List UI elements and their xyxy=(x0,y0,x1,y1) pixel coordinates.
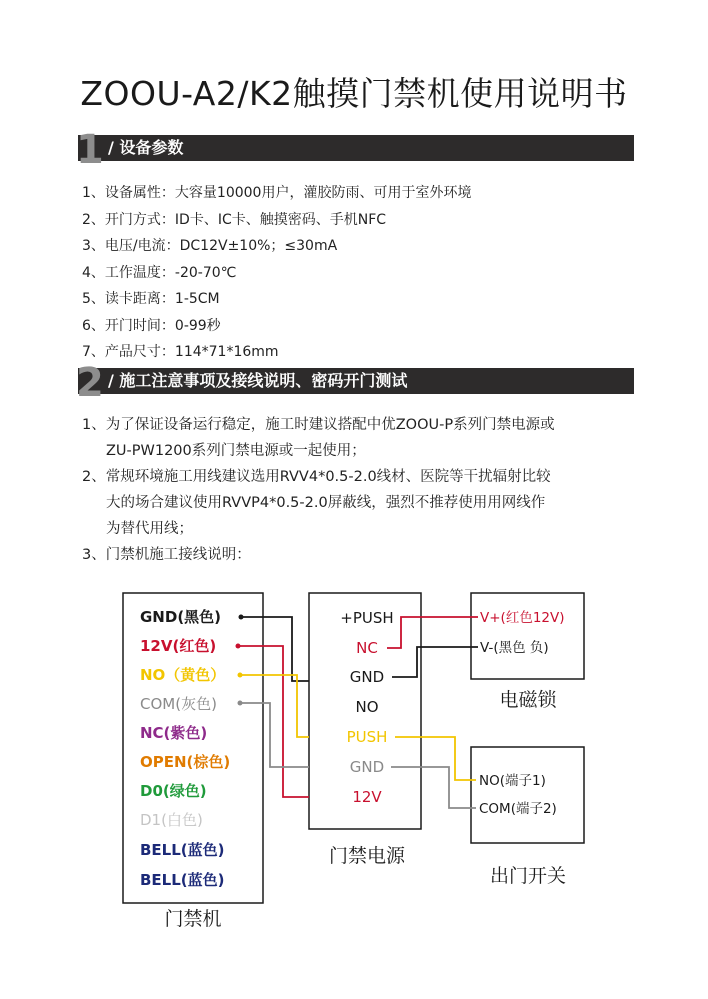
exit-switch-caption: 出门开关 xyxy=(489,865,567,887)
power-terminal-12v: 12V xyxy=(352,788,382,806)
exit-switch-terminal-com: COM(端子2) xyxy=(479,801,557,817)
power-caption: 门禁电源 xyxy=(328,845,406,867)
document-title: ZOOU-A2/K2触摸门禁机使用说明书 xyxy=(80,74,628,113)
controller-terminal-d0: D0(绿色) xyxy=(140,782,207,800)
section-1-number: 1 xyxy=(76,127,104,173)
wire-gray-gnd xyxy=(391,767,476,808)
power-terminal-gnd: GND xyxy=(349,668,385,686)
controller-terminal-bell: BELL(蓝色) xyxy=(140,871,225,889)
power-terminal-push: PUSH xyxy=(346,728,388,746)
controller-terminal-nc: NC(紫色) xyxy=(140,724,208,742)
note-line: 1、为了保证设备运行稳定，施工时建议搭配中优ZOOU-P系列门禁电源或 xyxy=(82,417,555,433)
magnetic-lock-box xyxy=(471,593,584,679)
controller-terminal-12v: 12V(红色) xyxy=(140,637,217,655)
power-terminal-nc: NC xyxy=(356,639,378,657)
controller-terminal-open: OPEN(棕色) xyxy=(140,753,231,771)
power-terminal-no: NO xyxy=(355,698,379,716)
lock-terminal-vplus: V+(红色12V) xyxy=(480,610,565,626)
exit-switch-box xyxy=(471,747,584,843)
lock-caption: 电磁锁 xyxy=(499,689,557,711)
note-line: 3、门禁机施工接线说明： xyxy=(82,547,251,563)
section-2-heading: / 施工注意事项及接线说明、密码开门测试 xyxy=(108,371,408,390)
wire-yellow-push xyxy=(395,737,476,780)
power-terminal-gnd-2: GND xyxy=(349,758,385,776)
spec-item: 2、开门方式：ID卡、IC卡、触摸密码、手机NFC xyxy=(82,211,387,228)
power-terminal-push-plus: +PUSH xyxy=(340,609,394,627)
section-2-number: 2 xyxy=(76,360,104,406)
note-line: ZU-PW1200系列门禁电源或一起使用； xyxy=(106,443,366,459)
note-line: 大的场合建议使用RVVP4*0.5-2.0屏蔽线，强烈不推荐使用用网线作 xyxy=(106,495,546,511)
wire-black-lock xyxy=(392,647,478,677)
wire-yellow-no xyxy=(240,675,309,737)
note-line: 2、常规环境施工用线建议选用RVV4*0.5-2.0线材、医院等干扰辐射比较 xyxy=(82,469,551,485)
controller-terminal-bell: BELL(蓝色) xyxy=(140,841,225,859)
spec-item: 4、工作温度：-20-70℃ xyxy=(82,264,237,281)
note-line: 为替代用线； xyxy=(106,521,193,537)
controller-terminal-gnd: GND(黑色) xyxy=(140,608,222,626)
exit-switch-terminal-no: NO(端子1) xyxy=(479,773,546,789)
wire-red-nc xyxy=(387,617,478,648)
spec-item: 1、设备属性：大容量10000用户，灌胶防雨、可用于室外环境 xyxy=(82,185,472,201)
spec-item: 7、产品尺寸：114*71*16mm xyxy=(82,344,279,360)
wire-dot xyxy=(236,644,241,649)
controller-caption: 门禁机 xyxy=(164,908,222,930)
wire-dot xyxy=(239,615,244,620)
section-1-heading: / 设备参数 xyxy=(108,138,184,157)
controller-terminal-d1: D1(白色) xyxy=(140,811,203,829)
wire-dot xyxy=(238,701,243,706)
spec-item: 5、读卡距离：1-5CM xyxy=(82,291,220,307)
wire-red-12v xyxy=(238,646,309,797)
controller-terminal-no: NO（黄色） xyxy=(140,666,226,684)
controller-terminal-com: COM(灰色) xyxy=(140,695,217,713)
wire-black-gnd xyxy=(241,617,309,681)
wire-dot xyxy=(238,673,243,678)
spec-item: 3、电压/电流：DC12V±10%；≤30mA xyxy=(82,238,338,254)
lock-terminal-vminus: V-(黑色 负) xyxy=(480,640,549,656)
wire-gray-com xyxy=(240,703,309,767)
spec-item: 6、开门时间：0-99秒 xyxy=(82,317,221,334)
